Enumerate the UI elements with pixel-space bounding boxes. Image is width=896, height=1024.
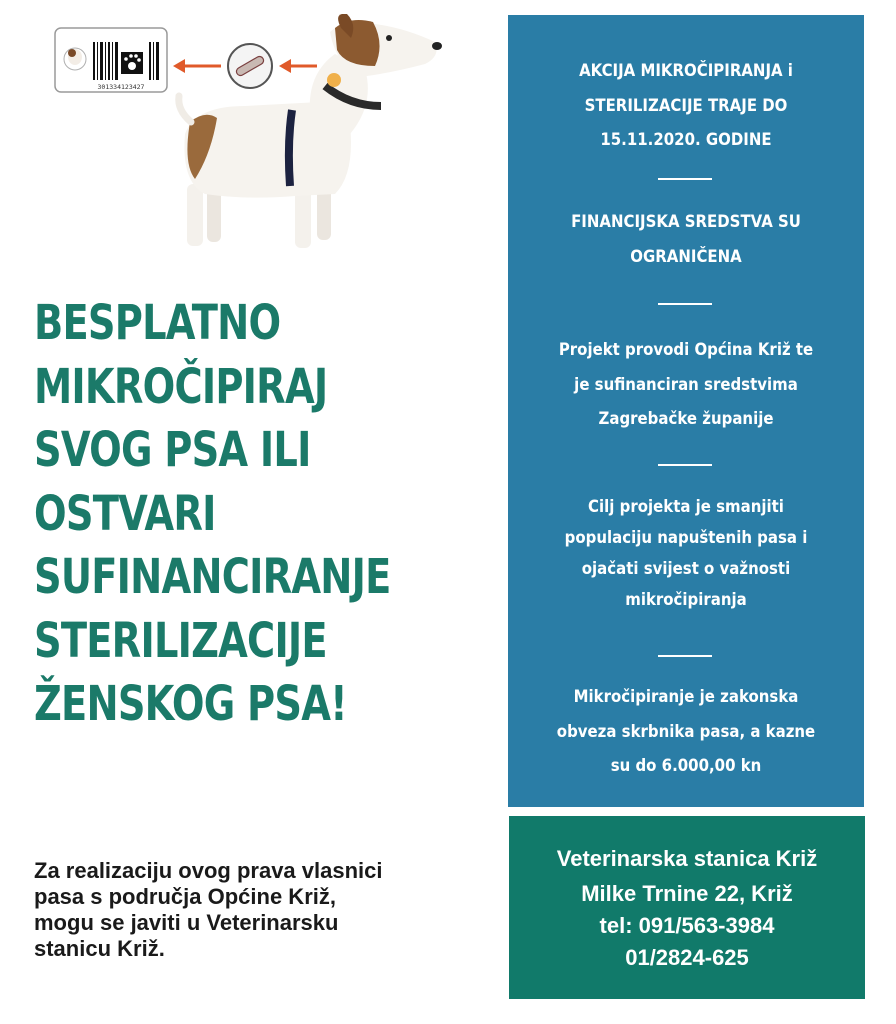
dog-image [179, 14, 442, 248]
info-line: Projekt provodi Općina Križ te [558, 340, 814, 360]
legal-obligation-text [508, 680, 864, 784]
separator [658, 464, 712, 466]
id-card [55, 28, 167, 92]
info-line: Zagrebačke županije [598, 409, 774, 429]
separator [658, 655, 712, 657]
headline-line: ŽENSKOG PSA! [34, 676, 347, 732]
phone-mobile: tel: 091/563-3984 [599, 913, 775, 938]
info-line: je sufinanciran sredstvima [574, 374, 798, 395]
intro-line: mogu se javiti u Veterinarsku [34, 910, 339, 935]
main-headline [34, 292, 391, 737]
headline-line: SUFINANCIRANJE [34, 549, 391, 605]
project-goal-text [508, 492, 864, 616]
project-info-text [508, 333, 864, 437]
info-line: su do 6.000,00 kn [610, 756, 762, 776]
intro-line: pasa s područja Općine Križ, [34, 884, 336, 909]
microchip-icon [228, 44, 272, 88]
funding-limit-text [508, 205, 864, 274]
contact-panel [509, 816, 865, 999]
headline-line: OSTVARI [34, 485, 216, 542]
info-line: FINANCIJSKA SREDSTVA SU [571, 212, 801, 232]
headline-line: MIKROČIPIRAJ [34, 358, 328, 415]
campaign-deadline-text [508, 54, 864, 158]
info-line: 15.11.2020. GODINE [600, 130, 772, 150]
phone-landline: 01/2824-625 [625, 945, 749, 970]
info-line: ojačati svijest o važnosti [581, 559, 791, 579]
info-line: Cilj projekta je smanjiti [588, 497, 784, 517]
left-arrow-icon [173, 59, 221, 73]
info-line: mikročipiranja [625, 590, 747, 610]
chip-number: 301334123427 [97, 83, 145, 91]
left-arrow-icon [279, 59, 317, 73]
headline-line: SVOG PSA ILI [34, 422, 311, 478]
intro-text [34, 858, 474, 962]
info-line: Mikročipiranje je zakonska [573, 687, 799, 707]
clinic-address: Milke Trnine 22, Križ [581, 881, 793, 906]
clinic-name: Veterinarska stanica Križ [556, 846, 818, 871]
info-line: obveza skrbnika pasa, a kazne [556, 721, 816, 742]
info-line: populaciju napuštenih pasa i [564, 528, 808, 548]
separator [658, 178, 712, 180]
dog-microchip-illustration [45, 14, 475, 264]
info-line: STERILIZACIJE TRAJE DO [584, 95, 788, 116]
intro-line: Za realizaciju ovog prava vlasnici [34, 858, 383, 883]
info-line: AKCIJA MIKROČIPIRANJA i [579, 61, 793, 81]
info-line: OGRANIČENA [630, 246, 742, 267]
intro-line: stanicu Križ. [34, 936, 165, 961]
headline-line: STERILIZACIJE [34, 612, 327, 669]
headline-line: BESPLATNO [34, 295, 281, 351]
separator [658, 303, 712, 305]
info-panel [508, 15, 864, 807]
